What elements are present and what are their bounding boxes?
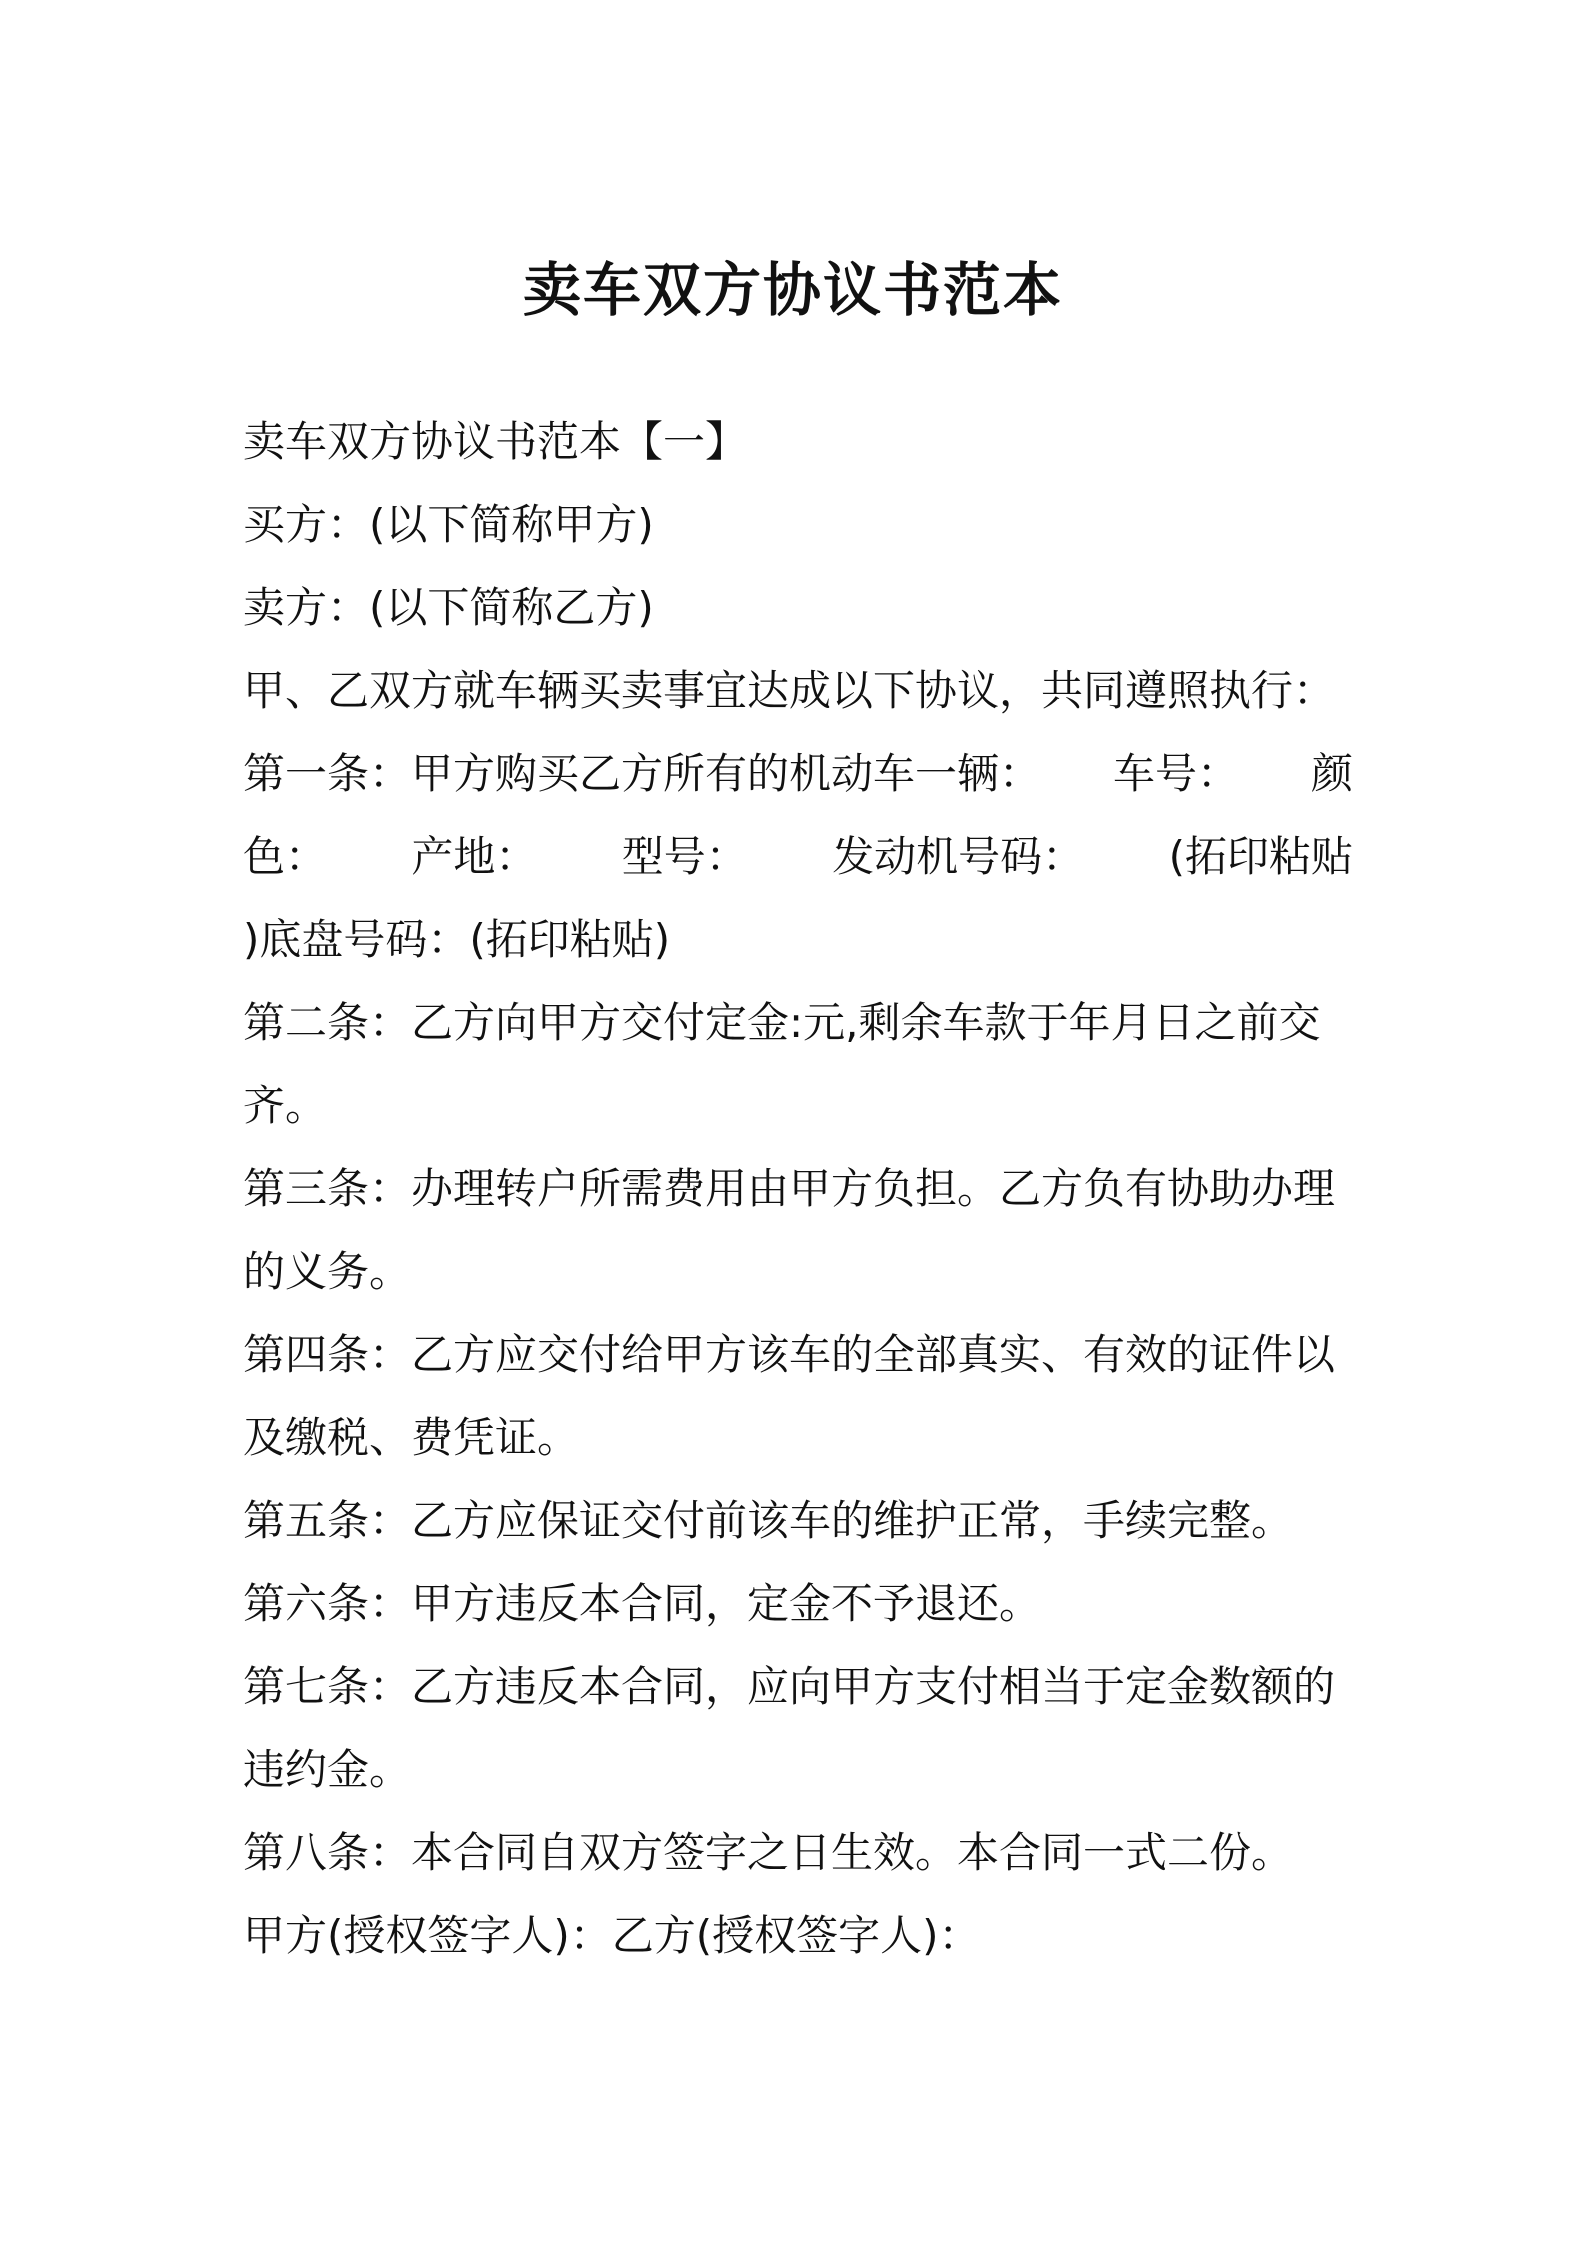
document-title: 卖车双方协议书范本 [522,256,1063,324]
article-1-line-1 [243,732,1353,815]
article-1-line-2 [243,815,1353,898]
model-label: 型号： [621,832,748,881]
seller-line: 卖方：(以下简称乙方) [243,583,654,632]
plate-number-label: 车号： [1112,749,1239,798]
signature-line: 甲方(授权签字人)：乙方(授权签字人)： [243,1911,981,1960]
buyer-line: 买方：(以下简称甲方) [243,500,654,549]
article-3-line-1: 第三条：办理转户所需费用由甲方负担。乙方负有协助办理 [243,1164,1336,1213]
chassis-number-line: )底盘号码：(拓印粘贴) [243,915,671,964]
section-heading: 卖车双方协议书范本【一】 [243,417,748,466]
rubbing-note: (拓印粘贴 [1168,832,1353,881]
agreement-intro: 甲、乙双方就车辆买卖事宜达成以下协议，共同遵照执行： [243,666,1336,715]
origin-label: 产地： [411,832,538,881]
article-8: 第八条：本合同自双方签字之日生效。本合同一式二份。 [243,1828,1294,1877]
article-4-line-2: 及缴税、费凭证。 [243,1413,580,1462]
document-body [243,400,1353,1977]
article-6: 第六条：甲方违反本合同，定金不予退还。 [243,1579,1042,1628]
article-7-line-2: 违约金。 [243,1745,412,1794]
article-2-line-1: 第二条：乙方向甲方交付定金:元,剩余车款于年月日之前交 [243,998,1321,1047]
article-7-line-1: 第七条：乙方违反本合同，应向甲方支付相当于定金数额的 [243,1662,1336,1711]
engine-number-label: 发动机号码： [832,832,1085,881]
color-label-end: 色： [243,832,328,881]
article-3-line-2: 的义务。 [243,1247,412,1296]
article-1-text: 第一条：甲方购买乙方所有的机动车一辆： [243,749,1042,798]
article-4-line-1: 第四条：乙方应交付给甲方该车的全部真实、有效的证件以 [243,1330,1336,1379]
article-5: 第五条：乙方应保证交付前该车的维护正常，手续完整。 [243,1496,1294,1545]
article-2-line-2: 齐。 [243,1081,328,1130]
color-label-start: 颜 [1310,749,1353,798]
